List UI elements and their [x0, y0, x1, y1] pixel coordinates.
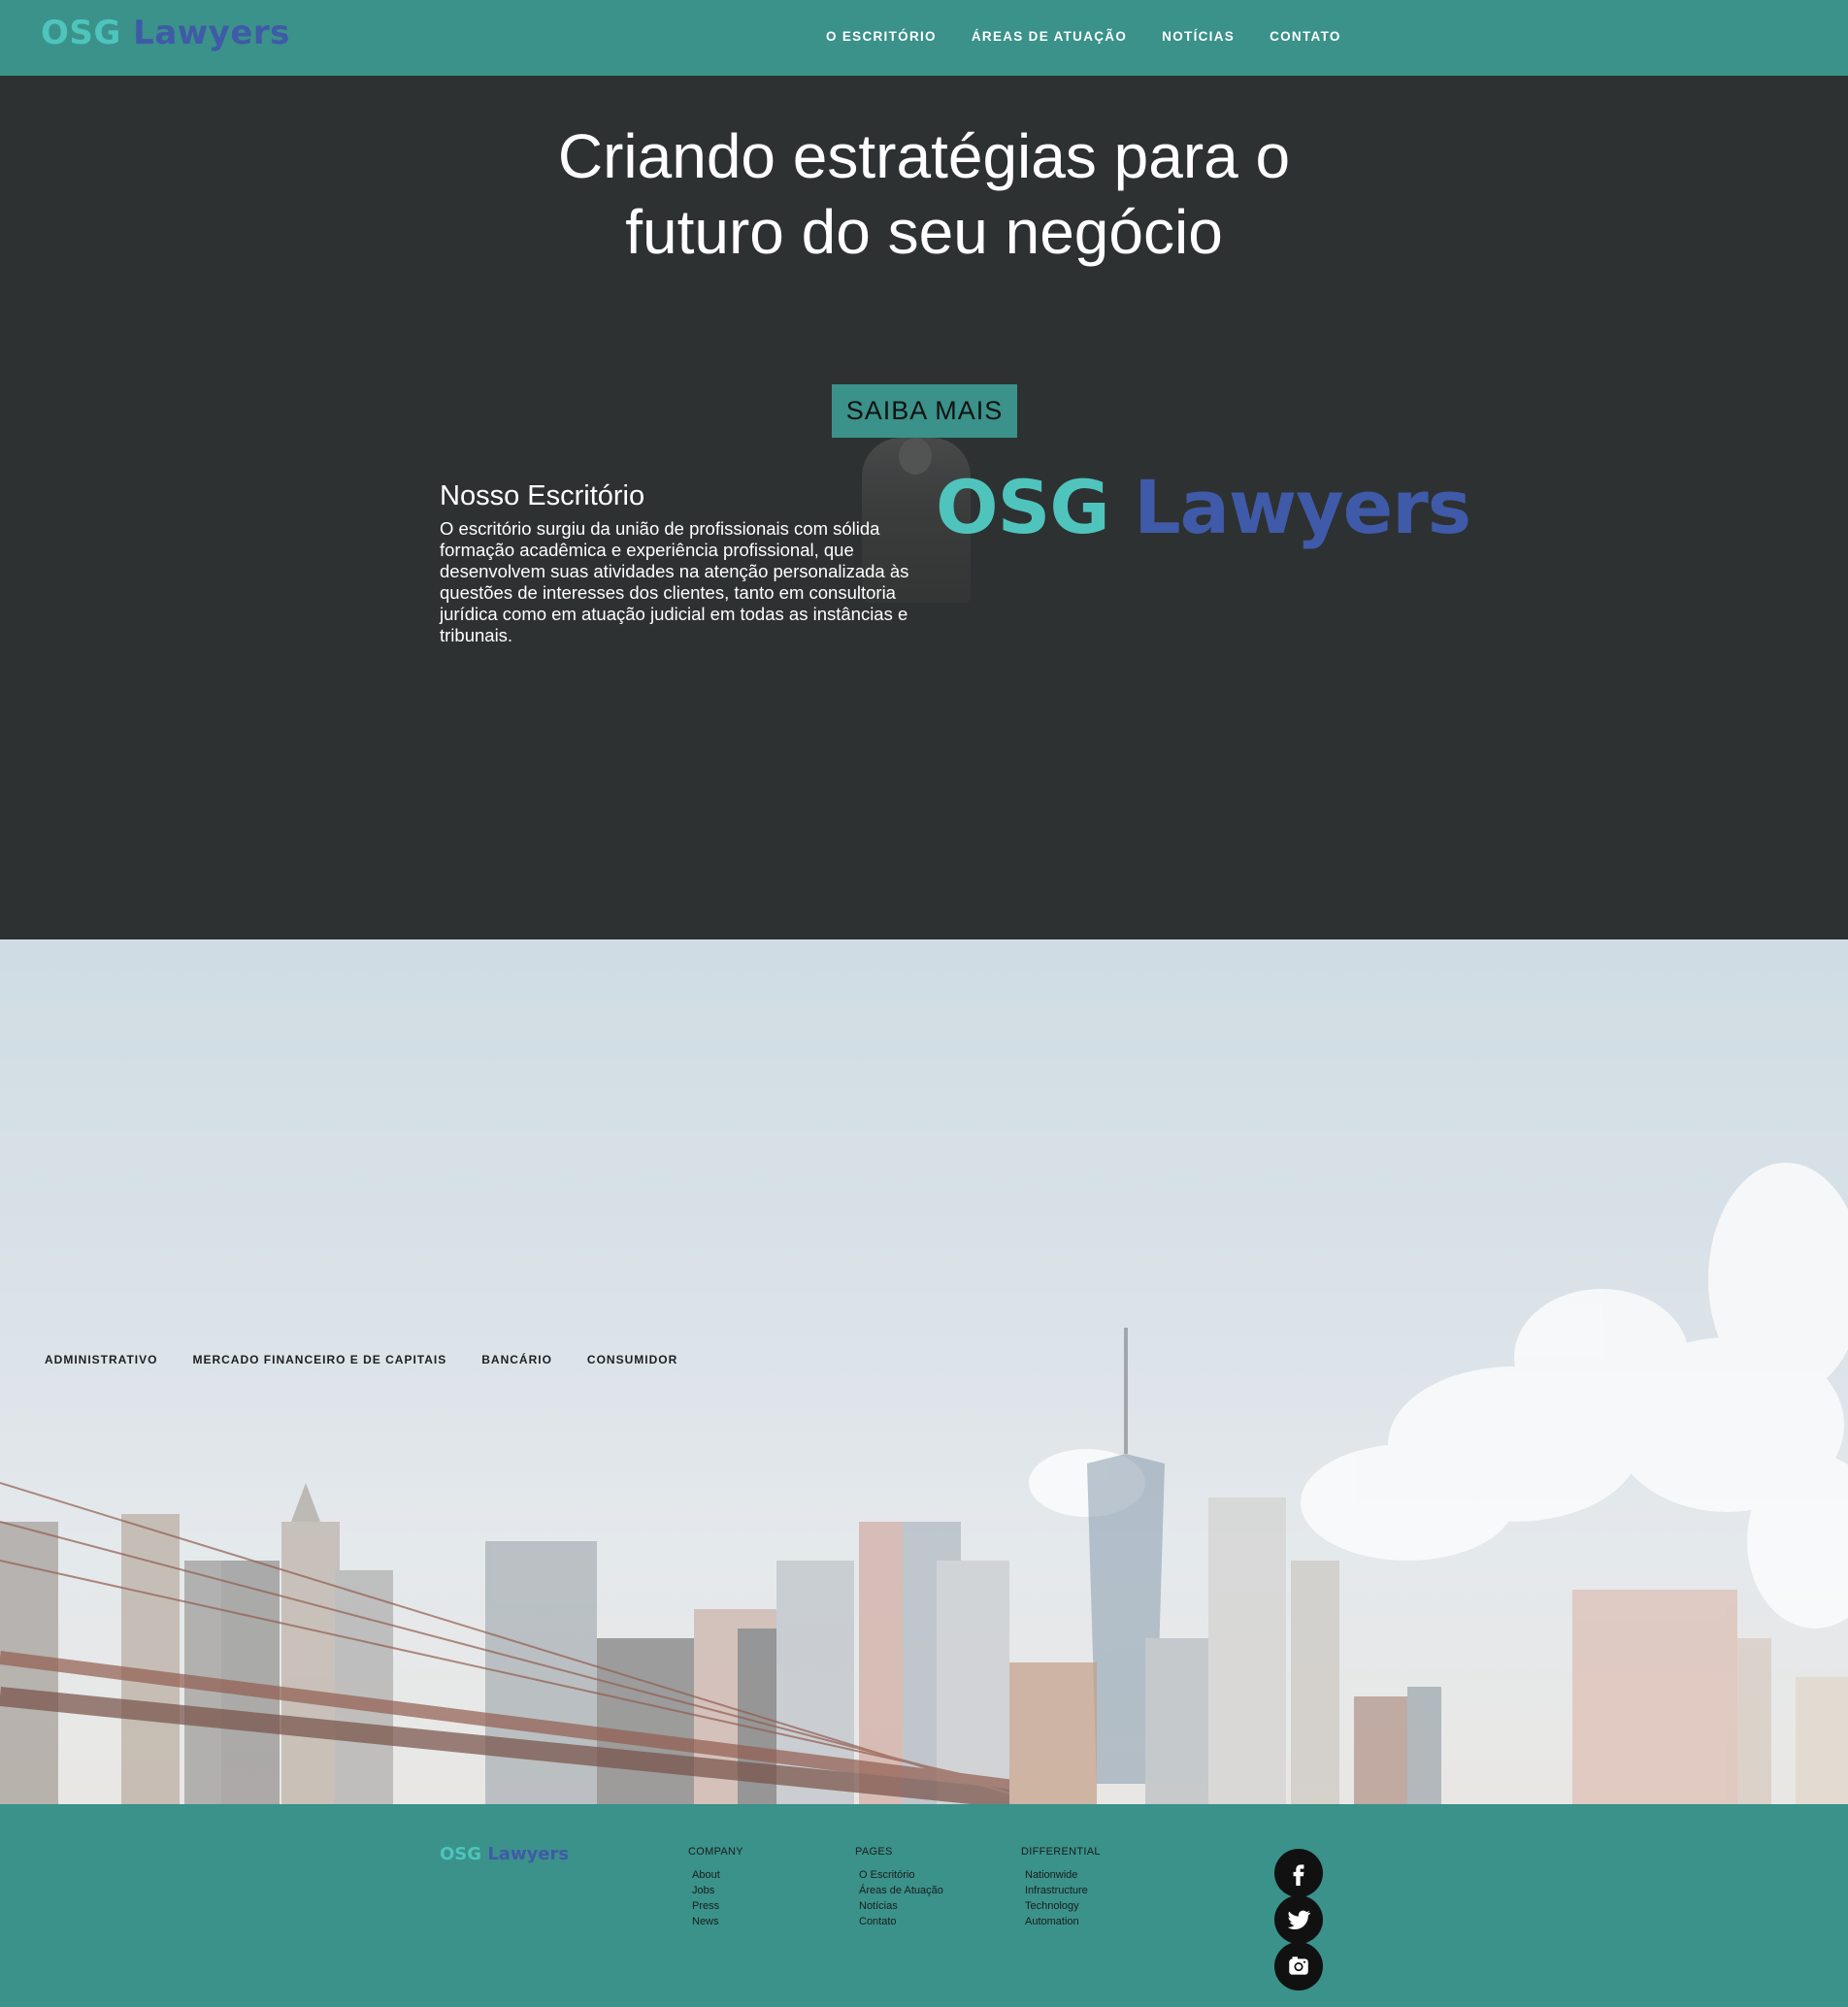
- instagram-glyph: [1286, 1954, 1311, 1979]
- footer-link-o-escritorio[interactable]: O Escritório: [859, 1869, 915, 1881]
- nav-link-o-escritorio[interactable]: O ESCRITÓRIO: [826, 29, 937, 44]
- footer-logo-lawyers: Lawyers: [487, 1844, 570, 1864]
- nosso-escritorio-title: Nosso Escritório: [440, 480, 645, 511]
- area-tab-bancario[interactable]: BANCÁRIO: [481, 1353, 552, 1366]
- instagram-icon[interactable]: [1274, 1942, 1323, 1991]
- site-footer: [0, 1804, 1848, 2007]
- footer-link-automation[interactable]: Automation: [1025, 1916, 1079, 1927]
- footer-link-press[interactable]: Press: [692, 1900, 720, 1912]
- footer-logo[interactable]: [440, 1844, 569, 1864]
- saiba-mais-button[interactable]: SAIBA MAIS: [832, 384, 1017, 438]
- area-tab-administrativo[interactable]: ADMINISTRATIVO: [45, 1353, 158, 1366]
- footer-link-nationwide[interactable]: Nationwide: [1025, 1869, 1078, 1881]
- footer-link-jobs[interactable]: Jobs: [692, 1885, 715, 1896]
- nav-link-areas-de-atuacao[interactable]: ÁREAS DE ATUAÇÃO: [971, 29, 1128, 44]
- site-logo[interactable]: [41, 14, 290, 52]
- footer-link-contato[interactable]: Contato: [859, 1916, 897, 1927]
- hero-logo-osg: OSG: [936, 464, 1109, 550]
- nav-link-noticias[interactable]: NOTÍCIAS: [1162, 29, 1236, 44]
- footer-logo-osg: OSG: [440, 1844, 482, 1864]
- footer-column-differential: [1021, 1846, 1101, 1929]
- facebook-glyph: [1286, 1860, 1311, 1886]
- top-navbar: [0, 0, 1848, 76]
- facebook-icon[interactable]: [1274, 1849, 1323, 1897]
- footer-column-pages: [855, 1846, 943, 1929]
- hero-logo-lawyers: Lawyers: [1134, 464, 1470, 550]
- footer-link-areas-de-atuacao[interactable]: Áreas de Atuação: [859, 1885, 943, 1896]
- areas-section: [0, 939, 1848, 1804]
- main-nav: [826, 29, 1341, 44]
- footer-column-title: PAGES: [855, 1846, 893, 1858]
- footer-column-title: COMPANY: [688, 1846, 743, 1858]
- footer-link-news[interactable]: News: [692, 1916, 719, 1927]
- nosso-escritorio-text: O escritório surgiu da união de profissionais com sólida formação acadêmica e experiência profissional, que desenvolvem suas atividades na atenção personalizada às questões de interesses dos clientes, tanto em consultoria jurídica como em atuação judicial em todas as instâncias e tribunais.: [440, 518, 909, 645]
- city-skyline-image: [0, 939, 1848, 1804]
- twitter-icon[interactable]: [1274, 1895, 1323, 1944]
- nav-link-contato[interactable]: CONTATO: [1270, 29, 1341, 44]
- footer-link-about[interactable]: About: [692, 1869, 720, 1881]
- hero-section: [0, 76, 1848, 939]
- footer-link-infrastructure[interactable]: Infrastructure: [1025, 1885, 1088, 1896]
- logo-osg: OSG: [41, 14, 121, 52]
- twitter-glyph: [1285, 1906, 1312, 1933]
- hero-title: Criando estratégias para o futuro do seu negócio: [557, 121, 1291, 267]
- footer-link-technology[interactable]: Technology: [1025, 1900, 1079, 1912]
- logo-lawyers: Lawyers: [133, 14, 290, 52]
- footer-column-company: [688, 1846, 743, 1929]
- area-tab-mercado-financeiro[interactable]: MERCADO FINANCEIRO E DE CAPITAIS: [192, 1353, 447, 1366]
- hero-logo: [936, 464, 1470, 550]
- areas-de-atuacao-tabs: [45, 1353, 677, 1366]
- footer-column-title: DIFFERENTIAL: [1021, 1846, 1101, 1858]
- area-tab-consumidor[interactable]: CONSUMIDOR: [586, 1353, 678, 1366]
- footer-link-noticias[interactable]: Notícias: [859, 1900, 898, 1912]
